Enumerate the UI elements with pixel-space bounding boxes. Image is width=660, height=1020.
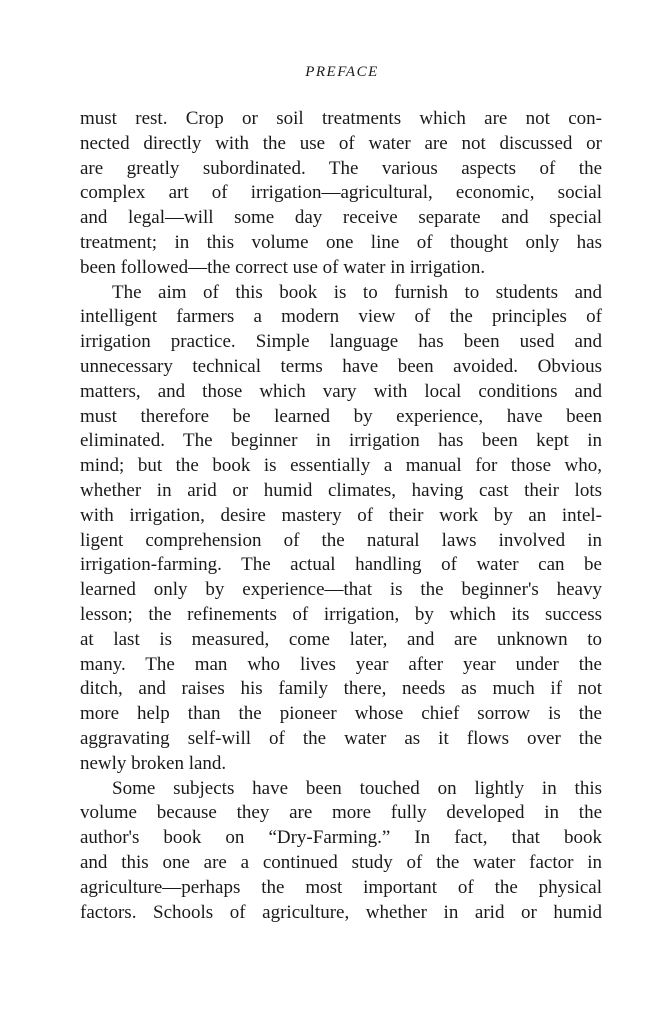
- text-line: lesson; the refinements of irrigation, by which its success: [80, 603, 602, 625]
- paragraph: [80, 107, 602, 281]
- text-line: mind; but the book is essentially a manual for those who,: [80, 455, 602, 477]
- text-line: at last is measured, come later, and are unknown to: [80, 628, 602, 650]
- text-line: must rest. Crop or soil treatments which are not con-: [80, 108, 602, 129]
- text-line: many. The man who lives year after year under the: [80, 653, 602, 675]
- text-line: and this one are a continued study of the water factor in: [80, 851, 602, 873]
- body-text: [80, 107, 602, 925]
- text-line: volume because they are more fully developed in the: [80, 802, 602, 824]
- text-line: matters, and those which vary with local conditions and: [80, 380, 602, 402]
- text-line: Some subjects have been touched on lightly in this: [112, 777, 602, 799]
- text-line: agriculture—perhaps the most important of the physical: [80, 876, 602, 898]
- text-line: been followed—the correct use of water in irrigation.: [80, 256, 486, 278]
- text-line: and legal—will some day receive separate and special: [80, 207, 602, 229]
- text-line: newly broken land.: [80, 752, 227, 774]
- text-line: factors. Schools of agriculture, whether in arid or humid: [80, 901, 602, 923]
- text-line: author's book on “Dry-Farming.” In fact, that book: [80, 827, 602, 849]
- text-line: eliminated. The beginner in irrigation has been kept in: [80, 430, 602, 452]
- text-line: whether in arid or humid climates, having cast their lots: [80, 479, 602, 501]
- paragraph: [80, 281, 602, 777]
- text-line: The aim of this book is to furnish to students and: [112, 281, 602, 303]
- text-line: irrigation practice. Simple language has been used and: [80, 331, 602, 353]
- text-line: treatment; in this volume one line of thought only has: [80, 231, 602, 253]
- text-line: complex art of irrigation—agricultural, economic, social: [80, 182, 602, 204]
- text-line: nected directly with the use of water are not discussed or: [80, 132, 602, 154]
- text-line: more help than the pioneer whose chief sorrow is the: [80, 703, 602, 725]
- text-line: learned only by experience—that is the beginner's heavy: [80, 579, 602, 601]
- text-line: intelligent farmers a modern view of the principles of: [80, 306, 602, 328]
- paragraph: [80, 777, 602, 926]
- text-line: ditch, and raises his family there, needs as much if not: [80, 678, 602, 700]
- text-line: are greatly subordinated. The various aspects of the: [80, 157, 602, 179]
- text-line: must therefore be learned by experience, have been: [80, 405, 602, 427]
- text-line: ligent comprehension of the natural laws involved in: [80, 529, 602, 551]
- text-line: aggravating self-will of the water as it flows over the: [80, 727, 602, 749]
- text-line: with irrigation, desire mastery of their work by an intel-: [80, 504, 602, 526]
- page-header: PREFACE: [305, 64, 379, 80]
- text-line: irrigation-farming. The actual handling of water can be: [80, 554, 602, 576]
- text-line: unnecessary technical terms have been avoided. Obvious: [80, 355, 602, 377]
